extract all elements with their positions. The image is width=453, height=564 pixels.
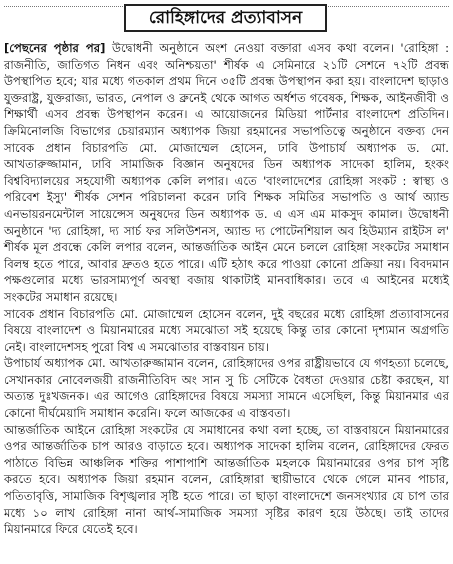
continued-from-label: [পেছনের পৃষ্ঠার পর]	[4, 41, 106, 55]
article-headline: রোহিঙ্গাদের প্রত্যাবাসন	[124, 4, 327, 32]
article-paragraph-1	[4, 40, 449, 306]
article-body	[4, 40, 449, 538]
header-row	[4, 4, 449, 34]
article-paragraph-2: সাবেক প্রধান বিচারপতি মো. মোজাম্মেল হোসেন বলেন, দুই বছরের মধ্যে রোহিঙ্গা প্রত্যাবাসনের বিষয়ে বাংলাদেশ ও মিয়ানমারের মধ্যে সমঝোতা সই হয়েছে কিন্তু তার কোনো দৃশ্যমান অগ্রগতি নেই। বাংলাদেশসহ পুরো বিশ্ব এ সমঝোতার বাস্তবায়ন চায়।	[4, 306, 449, 354]
article-paragraph-4: আন্তর্জাতিক আইনে রোহিঙ্গা সংকটের যে সমাধানের কথা বলা হচ্ছে, তা বাস্তবায়নে মিয়ানমারের ওপর আন্তর্জাতিক চাপ আরও বাড়াতে হবে। অধ্যাপক সাদেকা হালিম বলেন, রোহিঙ্গাদের ফেরত পাঠাতে বিভিন্ন আঞ্চলিক শক্তির পাশাপাশি আন্তর্জাতিক মহলকে মিয়ানমারের ওপর চাপ সৃষ্টি করতে হবে। অধ্যাপক জিয়া রহমান বলেন, রোহিঙ্গারা স্থায়ীভাবে থেকে গেলে মানব পাচার, পতিতাবৃত্তি, সামাজিক বিশৃঙ্খলার সৃষ্টি হতে পারে। তা ছাড়া বাংলাদেশে জনসংখ্যার যে চাপ তার মধ্যে ১০ লাখ রোহিঙ্গা নানা আর্থ-সামাজিক সমস্যা সৃষ্টির কারণ হয়ে উঠছে। তাই তাদের মিয়ানমারে ফিরে যেতেই হবে।	[4, 422, 449, 537]
article-paragraph-3: উপাচার্য অধ্যাপক মো. আখতারুজ্জামান বলেন, রোহিঙ্গাদের ওপর রাষ্ট্রীয়ভাবে যে গণহত্যা চলেছে, সেখানকার নোবেলজয়ী রাজনীতিবিদ অং সান সু চি সেটিকে বৈধতা দেওয়ার চেষ্টা করছেন, যা অত্যন্ত দুঃখজনক। এর আগেও রোহিঙ্গাদের বিষয়ে সমস্যা সামনে এসেছিল, কিন্তু মিয়ানমার এর কোনো দীর্ঘমেয়াদি সমাধান করেনি। ফলে আজকের এ বাস্তবতা।	[4, 356, 449, 421]
paragraph-text: উদ্বোধনী অনুষ্ঠানে অংশ নেওয়া বক্তারা এসব কথা বলেন। 'রোহিঙ্গা : রাজনীতি, জাতিগত নিধন এবং অনিশ্চয়তা' শীর্ষক এ সেমিনারে ২১টি সেশনে ৭২টি প্রবন্ধ উপস্থাপিত হবে; যার মধ্যে গতকাল প্রথম দিনে ৩৫টি প্রবন্ধ উপস্থাপন করা হয়। বাংলাদেশ ছাড়াও যুক্তরাষ্ট্র, যুক্তরাজ্য, ভারত, নেপাল ও ব্রুনেই থেকে আগত অর্ধশত গবেষক, শিক্ষক, আইনজীবী ও শিক্ষার্থী এসব প্রবন্ধ উপস্থাপন করেন। এ আয়োজনের মিডিয়া পার্টনার বাংলাদেশ প্রতিদিন। ক্রিমিনোলজি বিভাগের চেয়ারম্যান অধ্যাপক জিয়া রহমানের সভাপতিত্বে অনুষ্ঠানে বক্তব্য দেন সাবেক প্রধান বিচারপতি মো. মোজাম্মেল হোসেন, ঢাবি উপাচার্য অধ্যাপক ড. মো. আখতারুজ্জামান, ঢাবি সামাজিক বিজ্ঞান অনুষদের ডিন অধ্যাপক সাদেকা হালিম, হংকং বিশ্ববিদ্যালয়ের সহযোগী অধ্যাপক কেলি লপার। এতে 'বাংলাদেশের রোহিঙ্গা সংকট : স্বাস্থ্য ও পরিবেশ ইস্যু' শীর্ষক সেশন পরিচালনা করেন ঢাবি শিক্ষক সমিতির সভাপতি ও আর্থ অ্যান্ড এনভায়রনমেন্টাল সায়েন্সেস অনুষদের ডিন অধ্যাপক ড. এ এস এম মাকসুদ কামাল। উদ্বোধনী অনুষ্ঠানে 'দ্য রোহিঙ্গা, দ্য সার্চ ফর সলিউশনস, অ্যান্ড দ্য পোটেনশিয়াল অব হিউম্যান রাইটস ল' শীর্ষক মূল প্রবন্ধে কেলি লপার বলেন, আন্তর্জাতিক আইন মেনে চললে রোহিঙ্গা সংকটের সমাধান বিলম্ব হতে পারে, আবার দ্রুতও হতে পারে। এটি হঠাৎ করে পাওয়া কোনো প্রক্রিয়া নয়। বিবদমান পক্ষগুলোর মধ্যে ভারসাম্যপূর্ণ অবস্থা বজায় থাকাটাই মানবাধিকার। তবে এ আইনের মধ্যেই সংকটের সমাধান রয়েছে।	[4, 41, 449, 304]
